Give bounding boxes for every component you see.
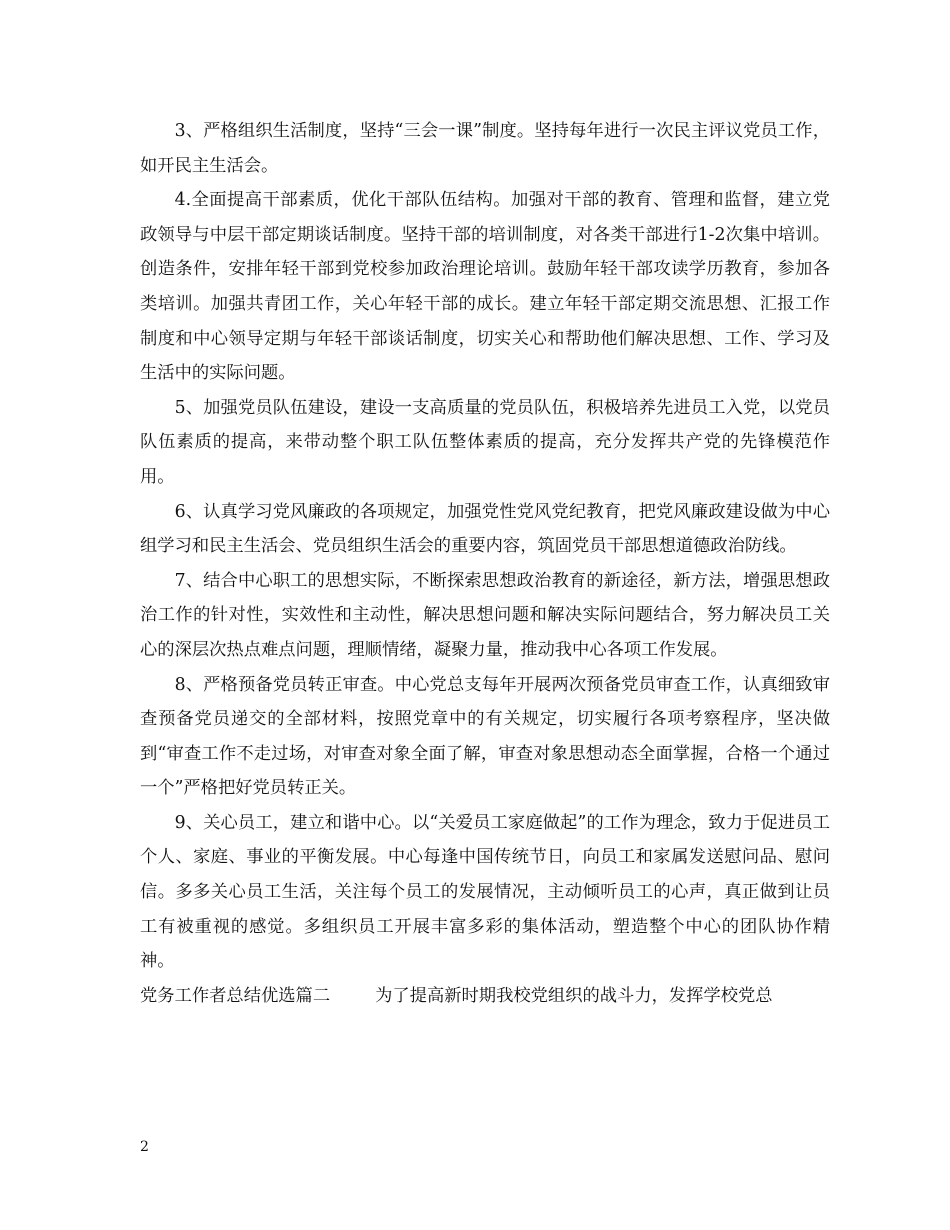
paragraph-item-6: 6、认真学习党风廉政的各项规定，加强党性党风党纪教育，把党风廉政建设做为中心组学习和民主生活会、党员组织生活会的重要内容，筑固党员干部思想道德政治防线。 bbox=[140, 501, 830, 557]
paragraph-item-5: 5、加强党员队伍建设，建设一支高质量的党员队伍，积极培养先进员工入党，以党员队伍素质的提高，来带动整个职工队伍整体素质的提高，充分发挥共产党的先锋模范作用。 bbox=[140, 397, 830, 487]
body-text bbox=[140, 114, 830, 1013]
paragraph-item-7: 7、结合中心职工的思想实际，不断探索思想政治教育的新途径，新方法，增强思想政治工作的针对性，实效性和主动性，解决思想问题和解决实际问题结合，努力解决员工关心的深层次热点难点问题，理顺情绪，凝聚力量，推动我中心各项工作发展。 bbox=[140, 570, 830, 660]
paragraph-item-9: 9、关心员工，建立和谐中心。以“关爱员工家庭做起”的工作为理念，致力于促进员工个人、家庭、事业的平衡发展。中心每逢中国传统节日，向员工和家属发送慰问品、慰问信。多多关心员工生活，关注每个员工的发展情况，主动倾听员工的心声，真正做到让员工有被重视的感觉。多组织员工开展丰富多彩的集体活动，塑造整个中心的团队协作精神。 bbox=[140, 812, 830, 972]
section-line bbox=[140, 979, 830, 1014]
paragraph-item-4: 4.全面提高干部素质，优化干部队伍结构。加强对干部的教育、管理和监督，建立党政领导与中层干部定期谈话制度。坚持干部的培训制度，对各类干部进行1-2次集中培训。创造条件，安排年轻干部到党校参加政治理论培训。鼓励年轻干部攻读学历教育，参加各类培训。加强共青团工作，关心年轻干部的成长。建立年轻干部定期交流思想、汇报工作制度和中心领导定期与年轻干部谈话制度，切实关心和帮助他们解决思想、工作、学习及生活中的实际问题。 bbox=[140, 190, 830, 384]
paragraph-item-8: 8、严格预备党员转正审查。中心党总支每年开展两次预备党员审查工作，认真细致审查预备党员递交的全部材料，按照党章中的有关规定，切实履行各项考察程序，坚决做到“审查工作不走过场，对审查对象全面了解，审查对象思想动态全面掌握，合格一个通过一个”严格把好党员转正关。 bbox=[140, 674, 830, 799]
paragraph-item-3: 3、严格组织生活制度，坚持“三会一课”制度。坚持每年进行一次民主评议党员工作，如开民主生活会。 bbox=[140, 121, 830, 176]
section-heading: 党务工作者总结优选篇二 bbox=[140, 985, 331, 1006]
page-number: 2 bbox=[140, 1139, 149, 1155]
section-lead-text: 为了提高新时期我校党组织的战斗力，发挥学校党总 bbox=[375, 985, 773, 1006]
